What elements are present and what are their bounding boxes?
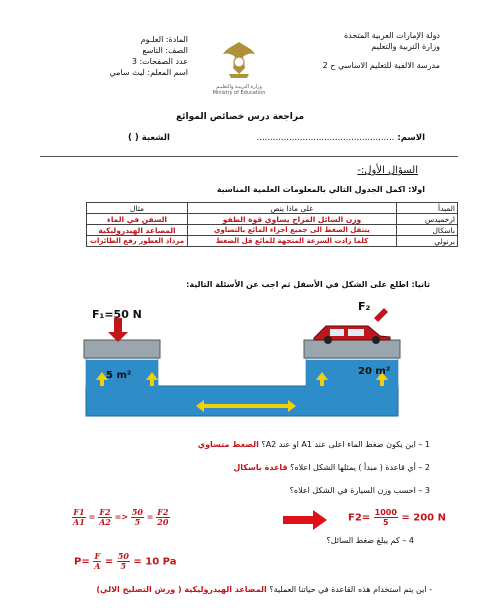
question-text: – أي قاعدة ( مبدأ ) يمثلها الشكل اعلاه؟ xyxy=(290,463,423,472)
eq2-term: A xyxy=(94,561,101,571)
question-number: 2 xyxy=(424,463,430,472)
question-text: - اين يتم استخدام هذه القاعدة في حياتنا العملية؟ xyxy=(269,585,432,594)
question-answer: المصاعد الهيدروليكية ( ورش التصليح الالي) xyxy=(96,585,267,594)
question-number: 3 xyxy=(424,486,430,495)
table-header-row xyxy=(87,203,458,214)
result-num: 1000 xyxy=(374,508,397,517)
logo-english-text: Ministry of Education xyxy=(212,90,266,96)
table-cell: وزن السائل المزاح يساوي قوة الطفو xyxy=(188,214,397,225)
question-text: – اين يكون ضغط الماء اعلى عند A1 او عند A2؟ xyxy=(261,440,423,449)
question-3 xyxy=(290,486,430,495)
table-cell: كلما زادت السرعة المتجهة للمائع قل الضغط xyxy=(188,236,397,247)
table-cell: السفن في الماء xyxy=(87,214,188,225)
question-2 xyxy=(233,463,430,472)
eq-term: F2 xyxy=(99,507,111,517)
question-text: – كم يبلغ ضغط السائل؟ xyxy=(326,536,407,545)
falcon-emblem-icon xyxy=(219,38,259,80)
pages-label: عدد الصفحات: 3 xyxy=(131,57,188,66)
question-5 xyxy=(12,585,432,594)
watermark-text: almanahj.com xyxy=(196,370,267,381)
eq-term: A2 xyxy=(99,517,111,527)
grade-label: الصف: التاسع xyxy=(142,46,188,55)
question-text: – احسب وزن السيارة في الشكل اعلاه؟ xyxy=(289,486,423,495)
table-cell: باسكال xyxy=(397,225,458,236)
eq-term: F2 xyxy=(157,507,169,517)
eq2-term: F xyxy=(94,551,101,561)
result-lhs: F2= xyxy=(348,512,371,524)
teacher-label: اسم المعلم: ليث سامي xyxy=(109,68,188,77)
result-den: 5 xyxy=(383,518,389,527)
result-arrow-icon xyxy=(283,510,327,530)
question-answer: الضغط متساوي xyxy=(197,440,259,449)
table-cell: مرذاذ العطور رفع الطائرات xyxy=(87,236,188,247)
area2-label: 20 m² xyxy=(358,366,391,377)
result-f2 xyxy=(348,508,446,527)
school-name: مدرسة الالفية للتعليم الاساسي ح 2 xyxy=(322,61,440,70)
question-answer: قاعدة باسكال xyxy=(233,463,288,472)
eq2-lhs: P= xyxy=(74,556,90,568)
table-row xyxy=(87,236,458,247)
question-4 xyxy=(326,536,414,545)
pressure-equation: P= $\frac{F}{A}$ = $\frac{50}{5}$ = 10 Pa xyxy=(74,551,177,571)
question1-title: السؤال الأول:- xyxy=(357,165,418,176)
ministry-logo xyxy=(212,38,266,96)
force1-label: F₁=50 N xyxy=(92,308,142,321)
header-divider xyxy=(40,156,458,157)
question-number: 4 xyxy=(408,536,414,545)
table-cell: برنولي xyxy=(397,236,458,247)
table-header: المبدأ xyxy=(397,203,458,214)
table-cell: ينتقل الضغط الى جميع اجزاء المائع بالتساوي xyxy=(188,225,397,236)
area1-label: 5 m² xyxy=(106,370,132,381)
section-label: الشعبة ( ) xyxy=(128,133,170,143)
eq-term: 20 xyxy=(157,517,169,527)
eq2-term: 5 xyxy=(120,561,127,571)
name-label: الاسم: xyxy=(397,133,425,143)
pascal-equation: $\frac{F1}{A1}$ = $\frac{F2}{A2}$ => $\frac{50}{5}$ = $\frac{F2}{20}$ xyxy=(73,507,169,527)
logo-arabic-text: وزارة التربيـة والتعليـم xyxy=(216,84,262,90)
force2-label: F₂ xyxy=(358,300,371,313)
question-number: 1 xyxy=(424,440,430,449)
result-rhs: = 200 N xyxy=(401,512,446,524)
eq-term: 50 xyxy=(131,507,143,517)
eq-term: 5 xyxy=(134,517,141,527)
table-row xyxy=(87,214,458,225)
eq-term: F1 xyxy=(73,507,85,517)
question-1 xyxy=(198,440,430,449)
table-cell: ارخميدس xyxy=(397,214,458,225)
eq2-rhs: = 10 Pa xyxy=(133,556,177,568)
eq-term: A1 xyxy=(73,517,85,527)
principles-table xyxy=(86,202,458,247)
table-row xyxy=(87,225,458,236)
subject-label: المادة: العلـوم xyxy=(140,35,188,44)
table-header: مثال xyxy=(87,203,188,214)
table-cell: المصاعد الهيدروليكية xyxy=(87,225,188,236)
table-header: على ماذا ينص xyxy=(188,203,397,214)
ministry-name: وزارة التربية والتعليم xyxy=(371,42,440,51)
eq2-term: 50 xyxy=(117,551,129,561)
question2-instruction: ثانيا: اطلع على الشكل في الأسفل ثم اجب عن الأسئلة التالية: xyxy=(186,280,430,289)
country-name: دولة الإمارات العربية المتحدة xyxy=(343,31,440,40)
question1-instruction: اولا: اكمل الجدول التالي بالمعلومات العلمية المناسبة xyxy=(216,185,425,194)
name-field[interactable]: ................................................... xyxy=(256,133,395,143)
page-title: مراجعة درس خصائص الموائع xyxy=(175,112,305,122)
